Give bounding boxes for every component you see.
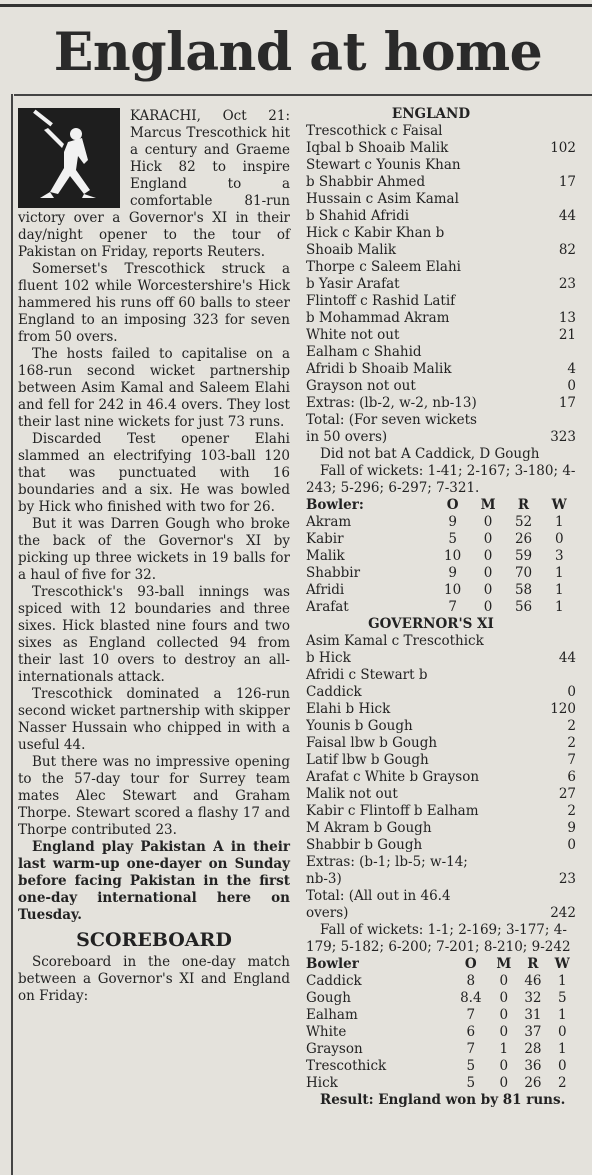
batting-line (306, 786, 576, 803)
bowling-figure: 1 (499, 1041, 509, 1057)
bowling-figure: 0 (499, 1024, 509, 1040)
batsman-dismissal: Ealham c Shahid (306, 344, 422, 360)
bowling-figure: 0 (499, 990, 509, 1006)
bowling-column-header: O (464, 956, 477, 972)
batting-entry (306, 888, 576, 922)
governors-team-heading: GOVERNOR'S XI (368, 616, 494, 632)
batting-entry (306, 633, 576, 667)
story-paragraph: Trescothick's 93-ball innings was spiced with 12 boundaries and three sixes. Hick blasted nine fours and two sixes as England collected 94 from their last 10 overs to destroy an all-internationals attack. (18, 584, 290, 685)
bowling-figure: 58 (514, 582, 533, 598)
scoreboard-column (306, 106, 576, 1109)
scoreboard-heading: SCOREBOARD (76, 929, 232, 951)
batsman-dismissal-cont: b Yasir Arafat (306, 276, 400, 292)
bowling-row (306, 1041, 576, 1058)
bowling-figure: 1 (557, 1007, 567, 1023)
batting-entry (306, 378, 576, 395)
governors-bowling-table (306, 956, 576, 1092)
scoreboard-intro: Scoreboard in the one-day match between a Governor's XI and England on Friday: (18, 954, 290, 1004)
batsman-dismissal: Elahi b Hick (306, 701, 391, 717)
bowler-name: Akram (306, 514, 352, 530)
batsman-dismissal: Flintoff c Rashid Latif (306, 293, 456, 309)
batsman-dismissal: Younis b Gough (306, 718, 413, 734)
batsman-dismissal: Kabir c Flintoff b Ealham (306, 803, 479, 819)
batting-line (306, 327, 576, 344)
batting-line (306, 429, 576, 446)
batsman-runs: 6 (567, 769, 576, 785)
bowling-figure: 0 (557, 1024, 567, 1040)
bowling-figure: 37 (524, 1024, 542, 1040)
batsman-runs: 13 (558, 310, 576, 326)
bowling-figure: 0 (499, 1007, 509, 1023)
batsman-runs: 323 (550, 429, 576, 445)
batting-entry (306, 225, 576, 259)
bowler-name: White (306, 1024, 347, 1040)
batsman-runs: 23 (558, 276, 576, 292)
batsman-dismissal-cont: Iqbal b Shoaib Malik (306, 140, 449, 156)
bowling-column-header: R (527, 956, 539, 972)
bowler-name: Hick (306, 1075, 338, 1091)
batting-line (306, 378, 576, 395)
bowler-name: Caddick (306, 973, 362, 989)
bowling-row (306, 599, 576, 616)
batsman-dismissal: Faisal lbw b Gough (306, 735, 438, 751)
bowling-figure: 1 (557, 1041, 567, 1057)
batsman-runs: 2 (567, 735, 576, 751)
batting-line (306, 395, 576, 412)
bowling-row (306, 548, 576, 565)
bowler-name: Grayson (306, 1041, 363, 1057)
bowler-name: Shabbir (306, 565, 361, 581)
bowling-figure: 5 (466, 1058, 476, 1074)
story-paragraph: Trescothick dominated a 126-run second wicket partnership with skipper Nasser Hussain who chipped in with a useful 44. (18, 686, 290, 753)
bowling-figure: 1 (557, 973, 567, 989)
bowling-figure: 1 (554, 582, 564, 598)
batting-line (306, 769, 576, 786)
bowling-figure: 26 (514, 531, 533, 547)
batsman-runs: 2 (567, 803, 576, 819)
batting-entry (306, 293, 576, 327)
bowling-figure: 2 (557, 1075, 567, 1091)
bowling-figure: 36 (524, 1058, 542, 1074)
england-fall-of-wickets: Fall of wickets: 1-41; 2-167; 3-180; 4-243; 5-296; 6-297; 7-321. (306, 463, 576, 496)
batsman-dismissal: Extras: (b-1; lb-5; w-14; (306, 854, 468, 870)
batting-line (306, 684, 576, 701)
bowling-figure: 10 (444, 548, 462, 564)
batsman-dismissal-cont: b Shabbir Ahmed (306, 174, 426, 190)
batting-line (306, 174, 576, 191)
bowling-figure: 5 (448, 531, 457, 547)
batting-line (306, 803, 576, 820)
batsman-dismissal: Afridi c Stewart b (306, 667, 428, 683)
bowling-figure: 0 (483, 531, 493, 547)
batsman-dismissal-cont: Afridi b Shoaib Malik (306, 361, 452, 377)
governors-batting (306, 633, 576, 922)
batting-entry (306, 803, 576, 820)
batting-line (306, 871, 576, 888)
batsman-dismissal-cont: nb-3) (306, 871, 342, 887)
batsman-dismissal-cont: b Shahid Afridi (306, 208, 410, 224)
batting-line (306, 718, 576, 735)
batsman-dismissal: Thorpe c Saleem Elahi (306, 259, 461, 275)
batting-line (306, 820, 576, 837)
batting-entry (306, 769, 576, 786)
story-paragraph: KARACHI, Oct 21: Marcus Trescothick hit a century and Graeme Hick 82 to inspire England to a comfortable 81-run victory over a Governor's XI in their day/night opener to the tour of Pakistan on Friday, reports Reuters. (18, 108, 290, 260)
batsman-dismissal: White not out (306, 327, 400, 343)
story-paragraph: Discarded Test opener Elahi slammed an electrifying 103-ball 120 that was punctuated with 16 boundaries and a six. He was bowled by Hick who finished with two for 26. (18, 431, 290, 515)
bowling-column-header: Bowler: (306, 497, 364, 513)
bowling-figure: 7 (466, 1041, 476, 1057)
batting-entry (306, 786, 576, 803)
bowling-row (306, 531, 576, 548)
batsman-dismissal: Arafat c White b Grayson (306, 769, 480, 785)
bowling-row (306, 1058, 576, 1075)
bowler-name: Trescothick (306, 1058, 387, 1074)
batting-entry (306, 412, 576, 446)
batting-line (306, 650, 576, 667)
batsman-runs: 4 (567, 361, 576, 377)
batting-line (306, 701, 576, 718)
bowling-figure: 70 (514, 565, 533, 581)
batsman-runs: 0 (567, 837, 576, 853)
batsman-runs: 44 (558, 208, 576, 224)
batting-line (306, 242, 576, 259)
bowling-figure: 0 (499, 1075, 509, 1091)
batsman-dismissal: Total: (For seven wickets (306, 412, 477, 428)
batsman-runs: 82 (558, 242, 576, 258)
batsman-dismissal-cont: Caddick (306, 684, 362, 700)
batting-entry (306, 667, 576, 701)
story-paragraph: Somerset's Trescothick struck a fluent 102 while Worcestershire's Hick hammered his runs off 60 balls to steer England to an imposing 323 for seven from 50 overs. (18, 261, 290, 345)
batsman-dismissal: Trescothick c Faisal (306, 123, 443, 139)
bowling-column-header: R (517, 497, 530, 513)
bowling-figure: 0 (554, 531, 564, 547)
bowling-figure: 0 (483, 548, 493, 564)
england-team-heading: ENGLAND (391, 106, 471, 122)
bowling-figure: 7 (466, 1007, 476, 1023)
batting-entry (306, 701, 576, 718)
batsman-dismissal: M Akram b Gough (306, 820, 432, 836)
bowler-name: Malik (306, 548, 345, 564)
bowling-column-header: M (480, 497, 496, 513)
batting-line (306, 837, 576, 854)
batting-line (306, 905, 576, 922)
batting-entry (306, 327, 576, 344)
batting-line (306, 735, 576, 752)
bowling-figure: 26 (524, 1075, 542, 1091)
batsman-dismissal: Latif lbw b Gough (306, 752, 429, 768)
bowling-figure: 1 (554, 565, 564, 581)
batsman-dismissal: Shabbir b Gough (306, 837, 423, 853)
batsman-runs: 17 (558, 395, 576, 411)
bowling-figure: 1 (554, 599, 564, 615)
bowling-row (306, 582, 576, 599)
story-column (18, 108, 290, 1005)
top-rule (14, 94, 592, 96)
bowling-figure: 0 (483, 514, 493, 530)
batsman-dismissal-cont: b Mohammad Akram (306, 310, 450, 326)
bowling-row (306, 1024, 576, 1041)
batsman-dismissal-cont: in 50 overs) (306, 429, 388, 445)
batsman-runs: 21 (558, 327, 576, 343)
batsman-dismissal: Grayson not out (306, 378, 416, 394)
bowling-column-header: M (496, 956, 512, 972)
batting-line (306, 140, 576, 157)
bowler-name: Arafat (306, 599, 349, 615)
batsman-runs: 120 (550, 701, 576, 717)
batsman-runs: 23 (558, 871, 576, 887)
bowling-figure: 52 (514, 514, 533, 530)
batting-entry (306, 157, 576, 191)
batting-entry (306, 735, 576, 752)
bowler-name: Ealham (306, 1007, 358, 1023)
bowling-figure: 10 (444, 582, 462, 598)
bowling-column-header: O (446, 497, 459, 513)
bowling-figure: 5 (466, 1075, 476, 1091)
bowling-figure: 9 (448, 565, 457, 581)
batsman-dismissal: Malik not out (306, 786, 398, 802)
bowling-column-header: W (554, 956, 570, 972)
bowling-figure: 28 (524, 1041, 542, 1057)
batsman-runs: 0 (567, 684, 576, 700)
batting-entry (306, 854, 576, 888)
tour-note: England play Pakistan A in their last warm-up one-dayer on Sunday before facing Pakistan in the first one-day international here on Tuesday. (18, 839, 290, 923)
bowling-figure: 1 (554, 514, 564, 530)
batsman-runs: 0 (567, 378, 576, 394)
bowling-figure: 31 (524, 1007, 542, 1023)
batting-entry (306, 344, 576, 378)
batsman-runs: 7 (567, 752, 576, 768)
bowling-figure: 7 (448, 599, 457, 615)
england-bowling-table (306, 497, 576, 616)
story-paragraph: But it was Darren Gough who broke the back of the Governor's XI by picking up three wickets in 19 balls for a haul of five for 32. (18, 516, 290, 583)
england-batting (306, 123, 576, 446)
bowling-figure: 8.4 (460, 990, 482, 1006)
batsman-silhouette-icon (18, 108, 120, 208)
batting-entry (306, 259, 576, 293)
headline: England at home (53, 22, 543, 83)
bowling-header-row (306, 497, 576, 514)
bowling-figure: 56 (514, 599, 533, 615)
bowling-column-header: W (551, 497, 567, 513)
batsman-dismissal: Stewart c Younis Khan (306, 157, 461, 173)
batsman-dismissal-cont: Shoaib Malik (306, 242, 397, 258)
bowling-figure: 9 (448, 514, 457, 530)
story-paragraph: But there was no impressive opening to the 57-day tour for Surrey team mates Alec Stewart and Graham Thorpe. Stewart scored a flashy 17 and Thorpe contributed 23. (18, 754, 290, 838)
bowling-row (306, 565, 576, 582)
bowling-row (306, 514, 576, 531)
batting-entry (306, 395, 576, 412)
batsman-photo (18, 108, 120, 208)
bowling-figure: 46 (524, 973, 542, 989)
bowler-name: Kabir (306, 531, 344, 547)
batting-line (306, 310, 576, 327)
bowling-figure: 0 (557, 1058, 567, 1074)
bowler-name: Gough (306, 990, 351, 1006)
bowling-row (306, 990, 576, 1007)
bowling-figure: 0 (483, 565, 493, 581)
batting-line (306, 208, 576, 225)
batsman-dismissal: Total: (All out in 46.4 (306, 888, 451, 904)
batsman-runs: 2 (567, 718, 576, 734)
batsman-dismissal-cont: b Hick (306, 650, 351, 666)
bowling-figure: 59 (514, 548, 533, 564)
bowling-figure: 0 (483, 582, 493, 598)
bowling-row (306, 1075, 576, 1092)
batsman-runs: 102 (550, 140, 576, 156)
batsman-runs: 9 (567, 820, 576, 836)
match-result: Result: England won by 81 runs. (320, 1092, 566, 1108)
bowling-column-header: Bowler (306, 956, 359, 972)
bowling-row (306, 1007, 576, 1024)
bowling-figure: 5 (557, 990, 567, 1006)
batting-entry (306, 123, 576, 157)
batsman-runs: 17 (558, 174, 576, 190)
bowling-figure: 6 (466, 1024, 476, 1040)
batsman-dismissal: Hick c Kabir Khan b (306, 225, 445, 241)
bowling-row (306, 973, 576, 990)
batting-entry (306, 718, 576, 735)
bowler-name: Afridi (306, 582, 345, 598)
england-did-not-bat: Did not bat A Caddick, D Gough (320, 446, 540, 462)
bowling-figure: 0 (483, 599, 493, 615)
bowling-figure: 8 (466, 973, 476, 989)
batting-line (306, 752, 576, 769)
batting-line (306, 276, 576, 293)
batsman-runs: 44 (558, 650, 576, 666)
batsman-runs: 242 (550, 905, 576, 921)
bowling-header-row (306, 956, 576, 973)
batsman-dismissal-cont: overs) (306, 905, 349, 921)
batsman-dismissal: Asim Kamal c Trescothick (306, 633, 484, 649)
batting-entry (306, 191, 576, 225)
batting-line (306, 361, 576, 378)
bowling-figure: 3 (554, 548, 564, 564)
left-rule (11, 94, 13, 1175)
batting-entry (306, 752, 576, 769)
bowling-figure: 0 (499, 973, 509, 989)
batting-entry (306, 820, 576, 837)
batsman-dismissal: Extras: (lb-2, w-2, nb-13) (306, 395, 477, 411)
governors-fall-of-wickets: Fall of wickets: 1-1; 2-169; 3-177; 4-179; 5-182; 6-200; 7-201; 8-210; 9-242 (306, 922, 571, 955)
batsman-dismissal: Hussain c Asim Kamal (306, 191, 459, 207)
bowling-figure: 32 (524, 990, 542, 1006)
batting-entry (306, 837, 576, 854)
story-paragraph: The hosts failed to capitalise on a 168-run second wicket partnership between Asim Kamal and Saleem Elahi and fell for 242 in 46.4 overs. They lost their last nine wickets for just 73 runs. (18, 346, 290, 430)
bowling-figure: 0 (499, 1058, 509, 1074)
batsman-runs: 27 (558, 786, 576, 802)
